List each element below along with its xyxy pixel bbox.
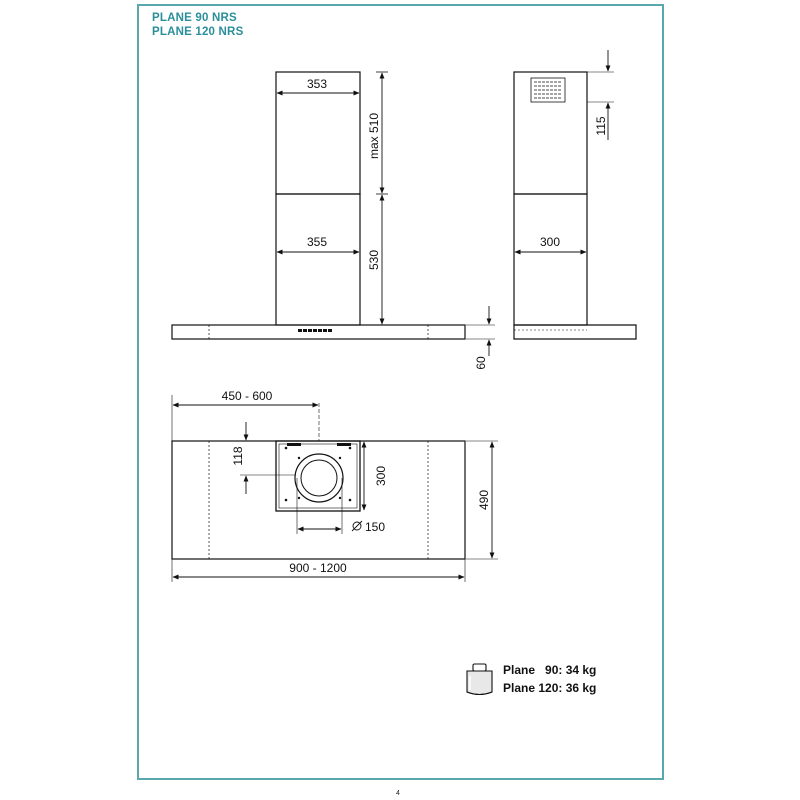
label-side-depth: 300: [539, 235, 561, 249]
front-view: [172, 72, 495, 356]
top-chimney-outline: [276, 441, 360, 511]
control-panel: [298, 329, 332, 332]
duct-outlet-outer: [295, 454, 343, 502]
label-upper-chimney-width: 353: [306, 77, 328, 91]
label-duct-offset: 450 - 600: [221, 389, 273, 403]
weight-line-90: Plane 90: 34 kg: [503, 663, 597, 677]
label-canopy-thickness: 60: [474, 356, 488, 370]
label-upper-chimney-height: max 510: [367, 112, 381, 160]
side-lower-chimney: [514, 194, 587, 325]
side-view: [514, 50, 636, 339]
label-vent-offset: 115: [594, 116, 608, 136]
top-hood-outline: [172, 441, 465, 559]
weight-line-120: Plane 120: 36 kg: [503, 681, 597, 695]
label-duct-edge-offset: 118: [231, 446, 245, 466]
label-top-chimney-depth: 300: [374, 465, 388, 487]
duct-outlet-inner: [301, 460, 337, 496]
model-title-120: PLANE 120 NRS: [152, 26, 244, 38]
page-number: 4: [396, 790, 400, 797]
label-hood-depth: 490: [477, 489, 491, 511]
label-outlet-diameter: 150: [365, 520, 386, 534]
label-lower-chimney-height: 530: [367, 249, 381, 271]
front-lower-chimney: [276, 194, 360, 325]
weight-icon: [467, 664, 492, 695]
label-hood-width: 900 - 1200: [289, 561, 347, 575]
label-lower-chimney-width: 355: [306, 235, 328, 249]
model-title-90: PLANE 90 NRS: [152, 12, 237, 24]
side-canopy: [514, 325, 636, 339]
vent-grille: [531, 78, 565, 102]
top-view: [172, 395, 498, 582]
